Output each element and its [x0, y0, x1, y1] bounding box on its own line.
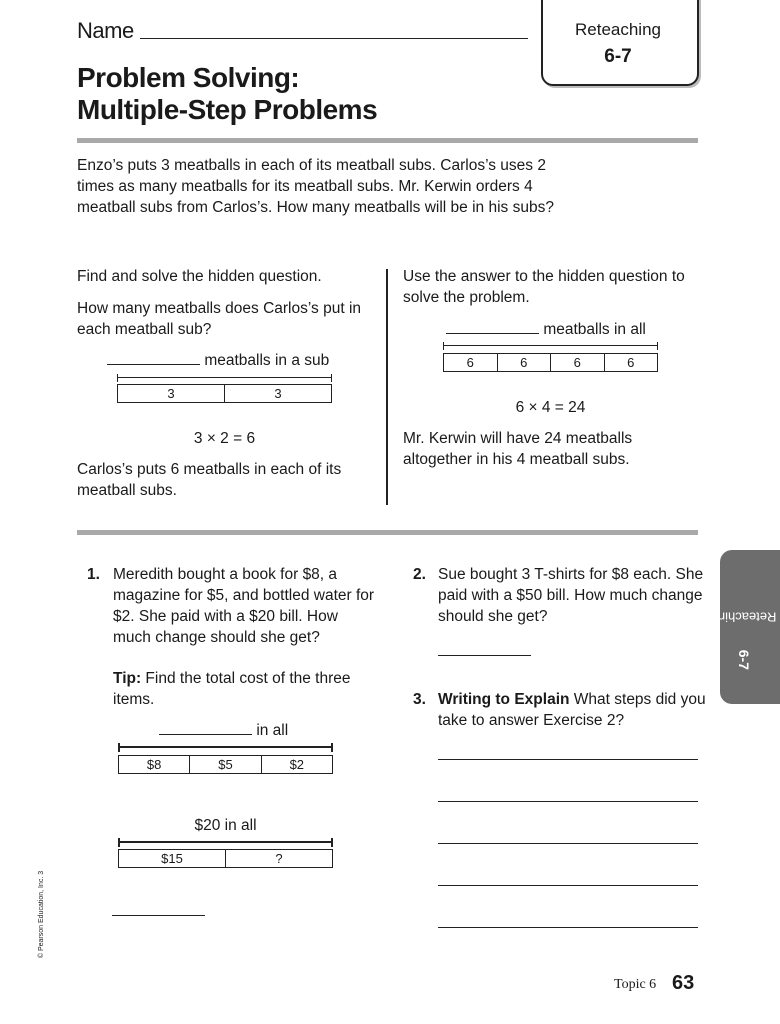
- exercise-3-prompt: What steps did you take to answer Exercise 2?: [438, 691, 706, 729]
- left-question: How many meatballs does Carlos’s put in each meatball sub?: [77, 300, 362, 338]
- reteaching-tab: [541, 0, 699, 86]
- right-answer-blank[interactable]: [446, 333, 539, 334]
- tape-cell: 6: [627, 355, 635, 370]
- tape-cell: $2: [289, 757, 305, 772]
- tip-text: Find the total cost of the three items.: [113, 670, 351, 708]
- side-tab-number: 6-7: [736, 649, 753, 671]
- left-answer-blank[interactable]: [107, 364, 200, 365]
- tape-cell: $15: [119, 850, 226, 867]
- left-equation: 3 × 2 = 6: [193, 430, 256, 447]
- page-number: 63: [672, 972, 695, 994]
- ex1-tape2-bracket: [118, 841, 333, 843]
- ex1-tape1-caption: [159, 720, 359, 741]
- left-heading: Find and solve the hidden question.: [77, 268, 322, 285]
- tip-label: Tip:: [113, 670, 142, 687]
- ex1-tape1-label: in all: [256, 722, 289, 739]
- ex1-answer-blank[interactable]: [112, 915, 205, 916]
- ex3-answer-line[interactable]: [438, 759, 698, 760]
- reteaching-tab-number: 6-7: [604, 46, 632, 67]
- tape-cell: $8: [119, 756, 190, 773]
- left-tape-bracket: [117, 377, 332, 378]
- left-conclusion: Carlos’s puts 6 meatballs in each of its meatball subs.: [77, 461, 342, 499]
- exercise-3-number: 3.: [413, 691, 426, 708]
- middle-divider: [77, 530, 698, 535]
- side-tab-label: Reteaching: [710, 609, 777, 625]
- left-tape-diagram: [117, 384, 332, 403]
- tape-cell: 6: [444, 354, 498, 371]
- ex3-answer-line[interactable]: [438, 843, 698, 844]
- tape-cell: 3: [118, 385, 225, 402]
- right-tape-caption: [446, 319, 686, 340]
- reteaching-tab-label: Reteaching: [574, 20, 661, 39]
- side-tab-text: [710, 550, 777, 704]
- left-tape-caption: [107, 350, 367, 371]
- name-input-line[interactable]: [140, 38, 528, 39]
- tape-cell: $5: [190, 756, 261, 773]
- title-line-1: Problem Solving:: [77, 62, 300, 93]
- right-heading: Use the answer to the hidden question to solve the problem.: [403, 268, 685, 306]
- exercise-2-number: 2.: [413, 566, 426, 583]
- ex1-tape1-bracket: [118, 746, 333, 748]
- right-tape-diagram: [443, 353, 658, 372]
- ex1-tape1-diagram: [118, 755, 333, 774]
- ex3-answer-line[interactable]: [438, 927, 698, 928]
- name-label: Name: [77, 18, 134, 43]
- tape-cell: ?: [275, 851, 283, 866]
- ex3-answer-line[interactable]: [438, 885, 698, 886]
- exercise-2-text: Sue bought 3 T-shirts for $8 each. She paid with a $50 bill. How much change should she get?: [438, 566, 704, 625]
- ex2-answer-blank[interactable]: [438, 655, 531, 656]
- exercise-1-text: Meredith bought a book for $8, a magazine for $5, and bottled water for $2. She paid with a $20 bill. How much change should she get?: [113, 566, 375, 646]
- copyright-text: © Pearson Education, Inc. 3: [38, 870, 46, 958]
- footer-topic: Topic 6: [614, 977, 657, 992]
- title-line-2: Multiple-Step Problems: [77, 94, 378, 125]
- exercise-1-number: 1.: [87, 566, 100, 583]
- ex1-total-blank[interactable]: [159, 734, 252, 735]
- exercise-1-tip: [113, 668, 379, 710]
- left-tape-label: meatballs in a sub: [204, 352, 330, 369]
- ex1-tape2-label: $20 in all: [194, 817, 257, 834]
- column-divider: [386, 269, 388, 505]
- copyright-notice: [22, 862, 62, 966]
- intro-problem: Enzo’s puts 3 meatballs in each of its meatball subs. Carlos’s uses 2 times as many meatballs for its meatball subs. Mr. Kerwin orders 4 meatball subs from Carlos’s. How many meatballs will be in his subs?: [77, 157, 554, 216]
- right-tape-bracket: [443, 345, 658, 346]
- page-title: [77, 62, 377, 126]
- right-tape-label: meatballs in all: [543, 321, 646, 338]
- ex3-answer-line[interactable]: [438, 801, 698, 802]
- tape-cell: 3: [274, 386, 282, 401]
- ex1-tape2-diagram: [118, 849, 333, 868]
- top-divider: [77, 138, 698, 143]
- writing-to-explain-label: Writing to Explain: [438, 691, 570, 708]
- right-conclusion: Mr. Kerwin will have 24 meatballs altogether in his 4 meatball subs.: [403, 430, 633, 468]
- tape-cell: 6: [551, 354, 605, 371]
- right-equation: 6 × 4 = 24: [515, 399, 586, 416]
- tape-cell: 6: [498, 354, 552, 371]
- exercise-3-text: [438, 689, 708, 731]
